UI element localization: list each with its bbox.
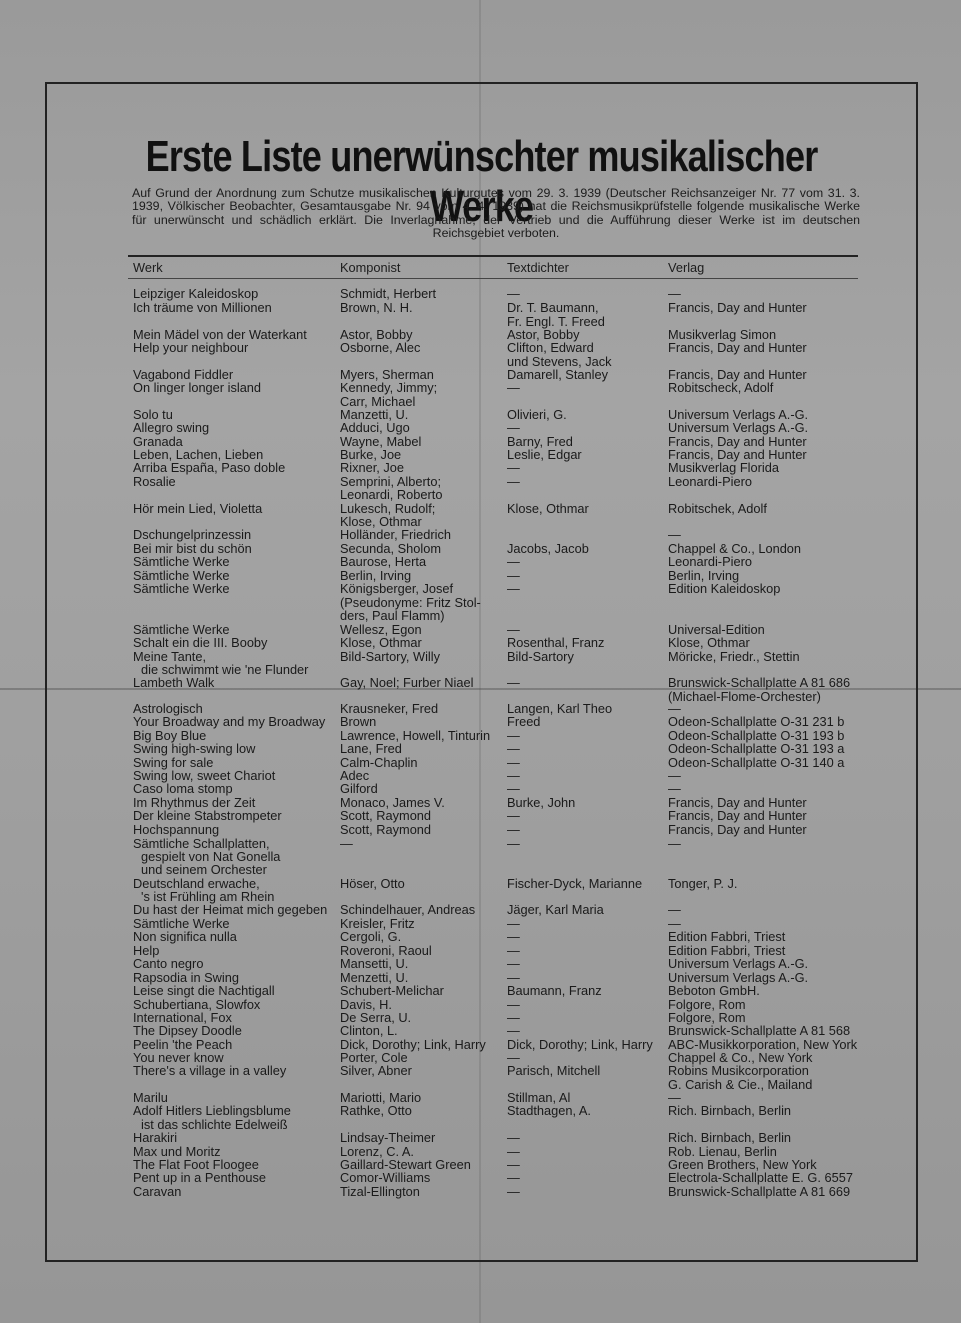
- entry-verlag: Chappel & Co., New York: [668, 1050, 813, 1065]
- entry-werk: Lambeth Walk: [133, 675, 215, 690]
- entry-verlag: Musikverlag Florida: [668, 460, 779, 475]
- entry-verlag: Francis, Day and Hunter: [668, 340, 807, 355]
- column-header-komponist: Komponist: [340, 260, 401, 275]
- entry-verlag: Robitscheck, Adolf: [668, 380, 774, 395]
- entry-komponist: Bild-Sartory, Willy: [340, 649, 441, 664]
- entry-komponist: Gilford: [340, 781, 378, 796]
- entry-werk: Big Boy Blue: [133, 728, 207, 743]
- entry-komponist: Wellesz, Egon: [340, 622, 422, 637]
- entry-werk: Sämtliche Werke: [133, 554, 230, 569]
- entry-werk: Help your neighbour: [133, 340, 249, 355]
- entry-werk: You never know: [133, 1050, 224, 1065]
- entry-verlag: Leonardi-Piero: [668, 474, 752, 489]
- entry-textdichter: —: [507, 1050, 520, 1065]
- entry-werk: There's a village in a valley: [133, 1063, 287, 1078]
- entry-werk: Astrologisch: [133, 701, 203, 716]
- entry-komponist: Brown, N. H.: [340, 300, 413, 315]
- entry-komponist: Holländer, Friedrich: [340, 527, 451, 542]
- entry-textdichter: Astor, Bobby: [507, 327, 580, 342]
- entry-textdichter: Olivieri, G.: [507, 407, 567, 422]
- entry-verlag: Odeon-Schallplatte O-31 140 a: [668, 755, 845, 770]
- entry-textdichter: Stadthagen, A.: [507, 1103, 591, 1118]
- entry-textdichter: —: [507, 997, 520, 1012]
- entry-komponist: Davis, H.: [340, 997, 392, 1012]
- entry-verlag: Brunswick-Schallplatte A 81 669: [668, 1184, 851, 1199]
- entry-textdichter: Fr. Engl. T. Freed: [507, 314, 605, 329]
- entry-textdichter: Barny, Fred: [507, 434, 573, 449]
- entry-textdichter: Langen, Karl Theo: [507, 701, 613, 716]
- entry-verlag: —: [668, 701, 681, 716]
- entry-verlag: Rob. Lienau, Berlin: [668, 1144, 777, 1159]
- entry-werk: Sämtliche Schallplatten,: [133, 836, 270, 851]
- entry-verlag: —: [668, 527, 681, 542]
- entry-werk: Du hast der Heimat mich gegeben: [133, 902, 328, 917]
- entry-werk: Bei mir bist du schön: [133, 541, 252, 556]
- entry-komponist: Brown: [340, 714, 377, 729]
- entry-komponist: Dick, Dorothy; Link, Harry: [340, 1037, 486, 1052]
- entry-werk: Granada: [133, 434, 183, 449]
- entry-werk: Der kleine Stabstrompeter: [133, 808, 282, 823]
- entry-komponist: Schmidt, Herbert: [340, 286, 437, 301]
- entry-textdichter: —: [507, 956, 520, 971]
- entry-komponist: Klose, Othmar: [340, 514, 422, 529]
- entry-komponist: Krausneker, Fred: [340, 701, 439, 716]
- entry-verlag: Electrola-Schallplatte E. G. 6557: [668, 1170, 853, 1185]
- entry-komponist: Scott, Raymond: [340, 822, 432, 837]
- entry-komponist: Leonardi, Roberto: [340, 487, 443, 502]
- entry-komponist: Secunda, Sholom: [340, 541, 442, 556]
- entry-textdichter: —: [507, 916, 520, 931]
- entry-komponist: Porter, Cole: [340, 1050, 408, 1065]
- entry-verlag: Universal-Edition: [668, 622, 765, 637]
- entry-verlag: Robitschek, Adolf: [668, 501, 767, 516]
- entry-verlag: Möricke, Friedr., Stettin: [668, 649, 800, 664]
- entry-komponist: Adduci, Ugo: [340, 420, 410, 435]
- entry-verlag: Berlin, Irving: [668, 568, 740, 583]
- entry-verlag: Green Brothers, New York: [668, 1157, 817, 1172]
- entry-verlag: Edition Fabbri, Triest: [668, 929, 786, 944]
- entry-komponist: Kennedy, Jimmy;: [340, 380, 438, 395]
- entry-verlag: Francis, Day and Hunter: [668, 447, 807, 462]
- entry-textdichter: Freed: [507, 714, 541, 729]
- entry-werk: Caso loma stomp: [133, 781, 233, 796]
- entry-komponist: Lukesch, Rudolf;: [340, 501, 436, 516]
- document-title: Erste Liste unerwünschter musikalischer Werke: [145, 132, 818, 231]
- entry-verlag: (Michael-Flome-Orchester): [668, 689, 821, 704]
- entry-textdichter: —: [507, 554, 520, 569]
- entry-verlag: Rich. Birnbach, Berlin: [668, 1103, 792, 1118]
- entry-komponist: Tizal-Ellington: [340, 1184, 420, 1199]
- entry-werk: Hör mein Lied, Violetta: [133, 501, 263, 516]
- entry-textdichter: —: [507, 1170, 520, 1185]
- entry-werk: Peelin 'the Peach: [133, 1037, 233, 1052]
- entry-werk: Vagabond Fiddler: [133, 367, 234, 382]
- entry-textdichter: Baumann, Franz: [507, 983, 602, 998]
- entry-komponist: Manzetti, U.: [340, 407, 409, 422]
- entry-werk: Leben, Lachen, Lieben: [133, 447, 264, 462]
- entry-werk: Schubertiana, Slowfox: [133, 997, 261, 1012]
- entry-verlag: —: [668, 781, 681, 796]
- entry-komponist: Lawrence, Howell, Tinturin: [340, 728, 491, 743]
- entry-komponist: Rathke, Otto: [340, 1103, 412, 1118]
- entry-komponist: Comor-Williams: [340, 1170, 431, 1185]
- entry-verlag: —: [668, 768, 681, 783]
- entry-werk: Sämtliche Werke: [133, 581, 230, 596]
- entry-textdichter: —: [507, 380, 520, 395]
- entry-verlag: Edition Fabbri, Triest: [668, 943, 786, 958]
- entry-komponist: Calm-Chaplin: [340, 755, 418, 770]
- entry-werk: Meine Tante,: [133, 649, 207, 664]
- entry-komponist: Schubert-Melichar: [340, 983, 444, 998]
- entry-verlag: Rich. Birnbach, Berlin: [668, 1130, 792, 1145]
- entry-werk: International, Fox: [133, 1010, 232, 1025]
- entry-verlag: Leonardi-Piero: [668, 554, 752, 569]
- entry-komponist: Lane, Fred: [340, 741, 402, 756]
- entry-verlag: Beboton GmbH.: [668, 983, 760, 998]
- entry-textdichter: Jäger, Karl Maria: [507, 902, 604, 917]
- entry-textdichter: Klose, Othmar: [507, 501, 589, 516]
- entry-komponist: Semprini, Alberto;: [340, 474, 442, 489]
- entry-verlag: Universum Verlags A.-G.: [668, 956, 809, 971]
- entry-textdichter: —: [507, 1144, 520, 1159]
- entry-textdichter: —: [507, 728, 520, 743]
- entry-textdichter: —: [507, 741, 520, 756]
- entry-verlag: G. Carish & Cie., Mailand: [668, 1077, 813, 1092]
- entry-werk: Swing low, sweet Chariot: [133, 768, 276, 783]
- entry-komponist: De Serra, U.: [340, 1010, 412, 1025]
- entry-verlag: —: [668, 836, 681, 851]
- entry-verlag: Universum Verlags A.-G.: [668, 970, 809, 985]
- entry-verlag: Odeon-Schallplatte O-31 193 a: [668, 741, 845, 756]
- entry-komponist: Menzetti, U.: [340, 970, 409, 985]
- entry-werk: Rosalie: [133, 474, 176, 489]
- entry-verlag: Musikverlag Simon: [668, 327, 777, 342]
- entry-werk: Harakiri: [133, 1130, 178, 1145]
- entry-textdichter: Dick, Dorothy; Link, Harry: [507, 1037, 653, 1052]
- entry-verlag: Universum Verlags A.-G.: [668, 407, 809, 422]
- entry-werk: 's ist Frühling am Rhein: [141, 889, 275, 904]
- entry-komponist: Scott, Raymond: [340, 808, 432, 823]
- entry-textdichter: —: [507, 568, 520, 583]
- entry-textdichter: und Stevens, Jack: [507, 354, 612, 369]
- entry-verlag: Brunswick-Schallplatte A 81 686: [668, 675, 851, 690]
- entry-textdichter: —: [507, 474, 520, 489]
- entry-werk: Schalt ein die III. Booby: [133, 635, 268, 650]
- entry-textdichter: Jacobs, Jacob: [507, 541, 589, 556]
- entry-textdichter: —: [507, 1010, 520, 1025]
- entry-verlag: Folgore, Rom: [668, 997, 746, 1012]
- entry-textdichter: —: [507, 675, 520, 690]
- entry-textdichter: —: [507, 286, 520, 301]
- entry-werk: The Dipsey Doodle: [133, 1023, 242, 1038]
- entry-verlag: Klose, Othmar: [668, 635, 750, 650]
- entry-verlag: —: [668, 916, 681, 931]
- entry-textdichter: Stillman, Al: [507, 1090, 571, 1105]
- entry-komponist: Myers, Sherman: [340, 367, 434, 382]
- entry-werk: Non significa nulla: [133, 929, 237, 944]
- entry-werk: Sämtliche Werke: [133, 916, 230, 931]
- entry-werk: Leise singt die Nachtigall: [133, 983, 275, 998]
- entry-werk: Rapsodia in Swing: [133, 970, 239, 985]
- entry-werk: Dschungelprinzessin: [133, 527, 252, 542]
- column-header-textdichter: Textdichter: [507, 260, 569, 275]
- entry-verlag: Tonger, P. J.: [668, 876, 738, 891]
- entry-werk: Arriba España, Paso doble: [133, 460, 286, 475]
- entry-textdichter: —: [507, 1023, 520, 1038]
- entry-werk: Sämtliche Werke: [133, 622, 230, 637]
- entry-verlag: Francis, Day and Hunter: [668, 822, 807, 837]
- entry-komponist: Carr, Michael: [340, 394, 416, 409]
- entry-werk: Ich träume von Millionen: [133, 300, 272, 315]
- entry-verlag: —: [668, 286, 681, 301]
- entry-verlag: Odeon-Schallplatte O-31 193 b: [668, 728, 845, 743]
- entry-textdichter: Rosenthal, Franz: [507, 635, 605, 650]
- entry-textdichter: Burke, John: [507, 795, 576, 810]
- entry-textdichter: —: [507, 836, 520, 851]
- entry-komponist: Gaillard-Stewart Green: [340, 1157, 471, 1172]
- entry-werk: Hochspannung: [133, 822, 220, 837]
- entry-werk: und seinem Orchester: [141, 862, 267, 877]
- entry-komponist: Mariotti, Mario: [340, 1090, 422, 1105]
- entry-verlag: Universum Verlags A.-G.: [668, 420, 809, 435]
- entry-komponist: Mansetti, U.: [340, 956, 409, 971]
- entry-textdichter: —: [507, 1184, 520, 1199]
- entry-textdichter: —: [507, 581, 520, 596]
- entry-textdichter: —: [507, 943, 520, 958]
- entry-textdichter: —: [507, 768, 520, 783]
- entry-komponist: ders, Paul Flamm): [340, 608, 445, 623]
- entry-komponist: Osborne, Alec: [340, 340, 421, 355]
- entry-komponist: Burke, Joe: [340, 447, 402, 462]
- entry-textdichter: Parisch, Mitchell: [507, 1063, 601, 1078]
- entry-komponist: —: [340, 836, 353, 851]
- entry-werk: Caravan: [133, 1184, 182, 1199]
- entry-werk: Solo tu: [133, 407, 173, 422]
- entry-werk: Swing high-swing low: [133, 741, 256, 756]
- entry-komponist: Schindelhauer, Andreas: [340, 902, 476, 917]
- entry-textdichter: Damarell, Stanley: [507, 367, 608, 382]
- entry-textdichter: —: [507, 1130, 520, 1145]
- document-intro: Auf Grund der Anordnung zum Schutze musikalischen Kulturgutes vom 29. 3. 1939 (Deutscher Reichsanzeiger Nr. 77 vom 31. 3. 1939, Völkischer Beobachter, Gesamtausgabe Nr. 94 vom 4. 4. 1939) hat die Reichsmusikprüfstelle folgende musikalische Werke für unerwünscht und schädlich erklärt. Die Inverlagnahme, der Vertrieb und die Aufführung dieser Werke ist im deutschen Reichsgebiet verboten.: [132, 186, 860, 241]
- entry-komponist: Rixner, Joe: [340, 460, 405, 475]
- entry-textdichter: —: [507, 808, 520, 823]
- entry-werk: Allegro swing: [133, 420, 210, 435]
- entry-textdichter: —: [507, 929, 520, 944]
- column-header-verlag: Verlag: [668, 260, 705, 275]
- entry-werk: die schwimmt wie 'ne Flunder: [141, 662, 309, 677]
- entry-verlag: Francis, Day and Hunter: [668, 367, 807, 382]
- entry-werk: Im Rhythmus der Zeit: [133, 795, 256, 810]
- entry-komponist: Königsberger, Josef: [340, 581, 454, 596]
- entry-komponist: Monaco, James V.: [340, 795, 445, 810]
- entry-werk: Leipziger Kaleidoskop: [133, 286, 259, 301]
- entry-verlag: Francis, Day and Hunter: [668, 808, 807, 823]
- entry-textdichter: —: [507, 420, 520, 435]
- entry-werk: Max und Moritz: [133, 1144, 221, 1159]
- entry-verlag: Francis, Day and Hunter: [668, 434, 807, 449]
- entry-textdichter: Bild-Sartory: [507, 649, 574, 664]
- entry-komponist: Roveroni, Raoul: [340, 943, 432, 958]
- entry-textdichter: —: [507, 781, 520, 796]
- entry-werk: gespielt von Nat Gonella: [141, 849, 281, 864]
- entry-werk: Swing for sale: [133, 755, 214, 770]
- entry-komponist: (Pseudonyme: Fritz Stol-: [340, 595, 481, 610]
- entry-komponist: Lindsay-Theimer: [340, 1130, 436, 1145]
- entry-werk: Your Broadway and my Broadway: [133, 714, 326, 729]
- entry-verlag: Chappel & Co., London: [668, 541, 802, 556]
- entry-textdichter: —: [507, 755, 520, 770]
- entry-komponist: Gay, Noel; Furber Niael: [340, 675, 474, 690]
- entry-komponist: Wayne, Mabel: [340, 434, 422, 449]
- column-header-werk: Werk: [133, 260, 163, 275]
- entry-verlag: Odeon-Schallplatte O-31 231 b: [668, 714, 845, 729]
- entry-textdichter: —: [507, 822, 520, 837]
- entry-komponist: Cergoli, G.: [340, 929, 402, 944]
- entry-komponist: Adec: [340, 768, 370, 783]
- entry-werk: Canto negro: [133, 956, 204, 971]
- entry-werk: Sämtliche Werke: [133, 568, 230, 583]
- entry-komponist: Lorenz, C. A.: [340, 1144, 414, 1159]
- entry-verlag: —: [668, 902, 681, 917]
- entry-werk: Pent up in a Penthouse: [133, 1170, 267, 1185]
- entry-verlag: Robins Musikcorporation: [668, 1063, 809, 1078]
- entry-werk: On linger longer island: [133, 380, 262, 395]
- entry-textdichter: Leslie, Edgar: [507, 447, 582, 462]
- entry-verlag: Francis, Day and Hunter: [668, 795, 807, 810]
- entry-komponist: Baurose, Herta: [340, 554, 427, 569]
- entry-verlag: ABC-Musikkorporation, New York: [668, 1037, 858, 1052]
- entry-textdichter: —: [507, 622, 520, 637]
- entry-textdichter: —: [507, 970, 520, 985]
- entry-komponist: Berlin, Irving: [340, 568, 412, 583]
- entry-verlag: Folgore, Rom: [668, 1010, 746, 1025]
- entry-verlag: Francis, Day and Hunter: [668, 300, 807, 315]
- entry-komponist: Silver, Abner: [340, 1063, 412, 1078]
- entry-werk: Adolf Hitlers Lieblingsblume: [133, 1103, 291, 1118]
- entry-textdichter: —: [507, 1157, 520, 1172]
- entry-komponist: Höser, Otto: [340, 876, 405, 891]
- entry-verlag: Edition Kaleidoskop: [668, 581, 781, 596]
- entry-textdichter: Fischer-Dyck, Marianne: [507, 876, 643, 891]
- entry-verlag: —: [668, 1090, 681, 1105]
- entry-werk: Help: [133, 943, 160, 958]
- entry-textdichter: Dr. T. Baumann,: [507, 300, 599, 315]
- entry-textdichter: Clifton, Edward: [507, 340, 594, 355]
- entry-werk: ist das schlichte Edelweiß: [141, 1117, 288, 1132]
- entry-komponist: Clinton, L.: [340, 1023, 398, 1038]
- entry-komponist: Astor, Bobby: [340, 327, 413, 342]
- entry-komponist: Kreisler, Fritz: [340, 916, 415, 931]
- entry-textdichter: —: [507, 460, 520, 475]
- entry-verlag: Brunswick-Schallplatte A 81 568: [668, 1023, 851, 1038]
- entry-werk: Marilu: [133, 1090, 168, 1105]
- entry-werk: Deutschland erwache,: [133, 876, 260, 891]
- entry-werk: Mein Mädel von der Waterkant: [133, 327, 307, 342]
- entry-komponist: Klose, Othmar: [340, 635, 422, 650]
- entry-werk: The Flat Foot Floogee: [133, 1157, 259, 1172]
